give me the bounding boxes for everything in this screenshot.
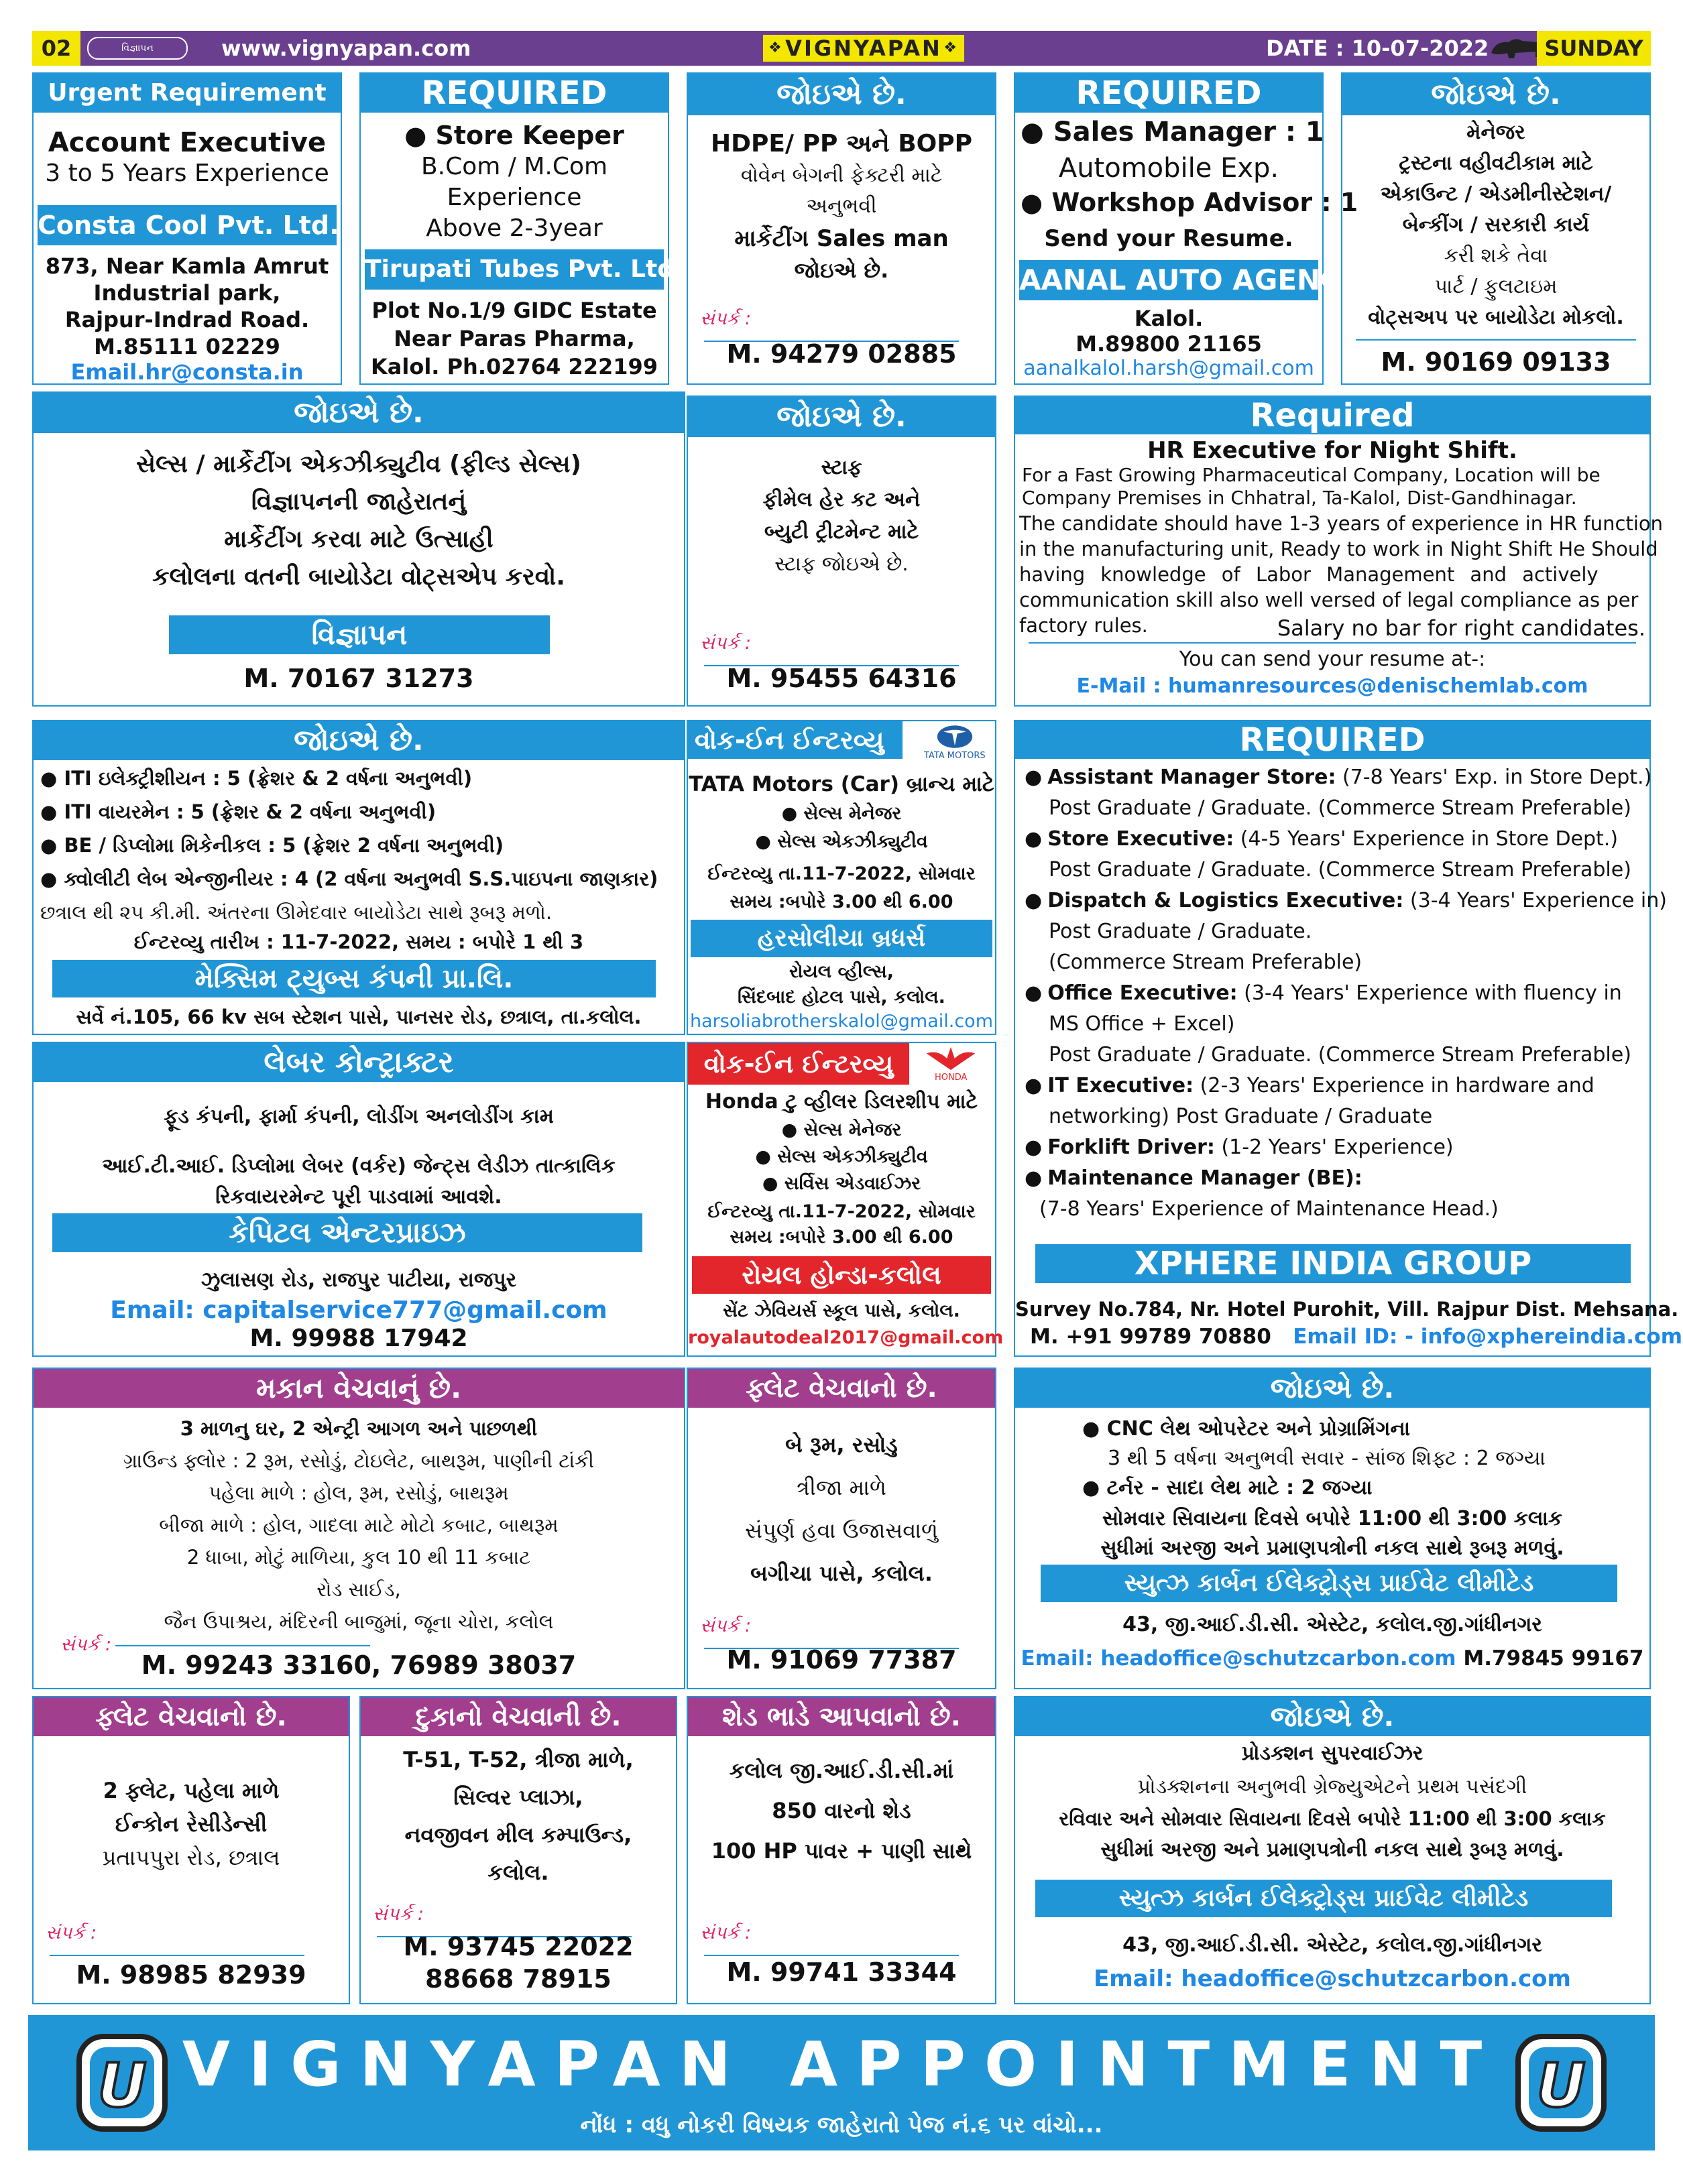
- ad-line: કરી શકે તેવા: [1444, 244, 1548, 267]
- job-detail: Post Graduate / Graduate. (Commerce Stream Preferable): [1049, 796, 1631, 820]
- address-line: Near Paras Pharma,: [394, 326, 635, 351]
- ad-line: સિલ્વર પ્લાઝા,: [453, 1784, 583, 1810]
- email-link[interactable]: royalautodeal2017@gmail.com: [688, 1327, 1004, 1348]
- ad-line: પહેલા માળે : હોલ, રૂમ, રસોડું, બાથરૂમ: [209, 1481, 509, 1504]
- company-name: સ્યુત્ઝ કાર્બન ઈલેક્ટ્રોડ્સ પ્રાઈવેટ લીમીટેડ: [1041, 1565, 1617, 1602]
- contact-label: સંપર્ક :: [700, 1616, 995, 1658]
- page-number: 02: [32, 31, 80, 66]
- ad-line: સોમવાર સિવાયના દિવસે બપોરે 11:00 થી 3:00 કલાક: [1102, 1507, 1563, 1530]
- phone-number: M. 94279 02885: [726, 339, 957, 369]
- ad-aanal-auto: [1014, 72, 1362, 385]
- job-detail: networking) Post Graduate / Graduate: [1049, 1105, 1433, 1128]
- footer-title: VIGNYAPAN APPOINTMENT: [182, 2028, 1501, 2100]
- job-detail: (Commerce Stream Preferable): [1049, 951, 1362, 974]
- ad-heading: વોક-ઈન ઈન્ટરવ્યુ: [688, 1043, 909, 1085]
- ad-heading: ફ્લેટ વેચવાનો છે.: [34, 1697, 349, 1736]
- job-title: ● IT Executive:: [1025, 1074, 1194, 1097]
- job-detail: Post Graduate / Graduate. (Commerce Stream Preferable): [1049, 1043, 1631, 1067]
- company-name: સ્યુત્ઝ કાર્બન ઈલેક્ટ્રોડ્સ પ્રાઈવેટ લીમીટેડ: [1035, 1880, 1612, 1917]
- ad-line: Honda ટુ વ્હીલર ડિલરશીપ માટે: [705, 1090, 978, 1113]
- ad-shed-rent: [687, 1696, 996, 2004]
- ad-heading: જોઇએ છે.: [1015, 1369, 1649, 1408]
- phone-number: M. 99243 33160, 76989 38037: [141, 1650, 577, 1680]
- job-item: ● સેલ્સ મેનેજર: [781, 1119, 902, 1140]
- job-item: ● ટર્નર - સાદા લેથ માટે : 2 જગ્યા: [1082, 1476, 1373, 1500]
- job-detail: (4-5 Years' Experience in Store Dept.): [1234, 827, 1619, 851]
- email-link[interactable]: Email ID: - info@xphereindia.com: [1293, 1325, 1683, 1349]
- ad-line: ટ્રસ્ટના વહીવટીકામ માટે: [1399, 151, 1593, 175]
- ad-line: TATA Motors (Car) બ્રાન્ચ માટે: [689, 772, 994, 796]
- job-item: [1025, 827, 1618, 851]
- ad-line: માર્કેટીંગ કરવા માટે ઉત્સાહી: [224, 526, 494, 553]
- company-name: Tirupati Tubes Pvt. Ltd.: [365, 249, 664, 290]
- ad-hr-executive: [1014, 396, 1664, 707]
- ad-paragraph: The candidate should have 1-3 years of experience in HR function: [1019, 512, 1664, 535]
- ad-line: વોટ્સઅપ પર બાયોડેટા મોકલો.: [1368, 306, 1624, 329]
- ad-heading: મકાન વેચવાનું છે.: [34, 1369, 684, 1408]
- email-label: E-Mail :: [1076, 674, 1161, 698]
- job-detail: Post Graduate / Graduate.: [1049, 920, 1312, 943]
- ad-line: પ્રતાપપુરા રોડ, છત્રાલ: [102, 1845, 280, 1870]
- tata-brand-label: TATA MOTORS: [924, 751, 986, 761]
- job-detail: (7-8 Years' Exp. in Store Dept.): [1336, 766, 1652, 789]
- ad-line: બગીચા પાસે, કલોલ.: [750, 1561, 933, 1586]
- ad-line: બેન્કીંગ / સરકારી કાર્ય: [1402, 213, 1590, 237]
- phone-number: M. 90169 09133: [1381, 347, 1611, 377]
- logo-letter: U: [97, 2051, 147, 2121]
- ad-vignyapan-sales: [32, 391, 685, 707]
- job-detail: (7-8 Years' Experience of Maintenance Head.): [1039, 1197, 1499, 1221]
- ad-line: રવિવાર અને સોમવાર સિવાયના દિવસે બપોરે 11:00 થી 3:00 કલાક: [1059, 1807, 1606, 1830]
- ad-heading: Required: [1015, 397, 1649, 434]
- address-line: સર્વે નં.105, 66 kv સબ સ્ટેશન પાસે, પાનસર રોડ, છત્રાલ, તા.કલોલ.: [76, 1006, 642, 1028]
- job-detail: 3 to 5 Years Experience: [45, 160, 329, 187]
- ad-line: છત્રાલ થી ૨૫ કી.મી. અંતરના ઊમેદવાર બાયોડેટા સાથે રૂબરૂ મળો.: [40, 901, 553, 924]
- ad-line: HDPE/ PP અને BOPP: [710, 130, 973, 158]
- contact-label: સંપર્ક :: [373, 1904, 676, 1946]
- address-line: રોયલ વ્હીલ્સ,: [789, 961, 894, 982]
- ad-heading: જોઇએ છે.: [34, 721, 684, 760]
- site-url[interactable]: www.vignyapan.com: [221, 36, 471, 61]
- ad-paragraph: having knowledge of Labor Management and actively: [1019, 563, 1599, 586]
- ad-heading: દુકાનો વેચવાની છે.: [361, 1697, 676, 1736]
- address-line: Kalol.: [1134, 306, 1204, 331]
- job-item: ● BE / ડિપ્લોમા મિકેનીકલ : 5 (ફ્રેશર 2 વર્ષના અનુભવી): [40, 834, 504, 857]
- job-item: [1025, 889, 1667, 912]
- job-detail: (3-4 Years' Experience in): [1403, 889, 1667, 912]
- address-line: Survey No.784, Nr. Hotel Purohit, Vill. Rajpur Dist. Mehsana.: [1015, 1298, 1679, 1321]
- company-name: AANAL AUTO AGENCY: [1019, 260, 1318, 300]
- ad-honda-walkin: [687, 1042, 1004, 1357]
- ad-line: મેનેજર: [1466, 121, 1525, 144]
- ad-heading: જોઇએ છે.: [34, 393, 684, 433]
- job-title: ● Assistant Manager Store:: [1025, 766, 1336, 789]
- job-detail: B.Com / M.Com: [420, 153, 608, 180]
- address-line: 43, જી.આઈ.ડી.સી. એસ્ટેટ, કલોલ.જી.ગાંધીનગર: [1122, 1613, 1542, 1636]
- ad-line: વોવેન બેગની ફેક્ટરી માટે: [740, 164, 943, 187]
- contact-line: [1030, 1325, 1682, 1349]
- ad-flat-sale-kalol: [687, 1368, 996, 1689]
- address-line: ઝુલાસણ રોડ, રાજપુર પાટીયા, રાજપુર: [200, 1268, 517, 1292]
- ad-line: ત્રીજા માળે: [797, 1475, 886, 1500]
- job-detail: MS Office + Excel): [1049, 1012, 1235, 1036]
- job-title: ● Maintenance Manager (BE):: [1025, 1166, 1362, 1190]
- ad-paragraph: factory rules.: [1019, 614, 1148, 637]
- ad-line: સંપુર્ણ હવા ઉજાસવાળું: [745, 1518, 938, 1543]
- ad-heading: REQUIRED: [1015, 721, 1649, 759]
- email-link[interactable]: aanalkalol.harsh@gmail.com: [1023, 357, 1314, 380]
- ad-paragraph: For a Fast Growing Pharmaceutical Company, Location will be: [1022, 464, 1601, 486]
- ad-house-sale: [32, 1368, 685, 1689]
- email-link[interactable]: harsoliabrotherskalol@gmail.com: [690, 1011, 993, 1032]
- ad-line: 100 HP પાવર + પાણી સાથે: [711, 1838, 972, 1864]
- ad-heading: REQUIRED: [361, 74, 668, 113]
- interview-time: સમય :બપોરે 3.00 થી 6.00: [730, 1227, 953, 1248]
- job-item: ● સર્વિસ એડવાઈઝર: [762, 1173, 921, 1194]
- ad-flat-sale-chhatral: [32, 1696, 350, 2004]
- ad-heading: જોઇએ છે.: [1015, 1697, 1649, 1736]
- ad-heading: Urgent Requirement: [34, 74, 341, 113]
- phone-number: M. 99741 33344: [726, 1957, 957, 1987]
- contact-label: સંપર્ક :: [700, 633, 995, 675]
- ad-heading: જોઇએ છે.: [688, 74, 995, 115]
- address-line: સેંટ ઝેવિયર્સ સ્કૂલ પાસે, કલોલ.: [723, 1300, 960, 1321]
- ad-line: માર્કેટીંગ Sales man: [734, 225, 949, 252]
- ad-line: કલોલના વતની બાયોડેટા વોટ્સએપ કરવો.: [152, 563, 565, 591]
- job-title: ● Forklift Driver:: [1025, 1136, 1215, 1159]
- ad-line: સ્ટાફ: [821, 456, 862, 479]
- ad-line: આઈ.ટી.આઈ. ડિપ્લોમા લેબર (વર્કર) જેન્ટ્સ લેડીઝ તાત્કાલિક: [102, 1154, 616, 1178]
- job-item: ● ITI ઇલેક્ટ્રીશીયન : 5 (ફ્રેશર & 2 વર્ષના અનુભવી): [40, 767, 473, 790]
- job-item: ● સેલ્સ એકઝીક્યુટીવ: [755, 831, 928, 852]
- job-item: [1025, 981, 1622, 1005]
- ad-line: 850 વારનો શેડ: [772, 1798, 911, 1823]
- ad-line: સુધીમાં અરજી અને પ્રમાણપત્રોની નકલ સાથે રૂબરૂ મળવું.: [1100, 1838, 1564, 1862]
- address-line: Plot No.1/9 GIDC Estate: [371, 298, 657, 323]
- job-title: ● Workshop Advisor : 1: [1021, 188, 1358, 217]
- phone-number: 88668 78915: [425, 1964, 612, 1994]
- job-item: ● CNC લેથ ઓપરેટર અને પ્રોગ્રામિંગના: [1082, 1417, 1411, 1441]
- logo-letter: U: [1536, 2051, 1586, 2121]
- email-link[interactable]: Email.hr@consta.in: [70, 359, 304, 385]
- address-line: Rajpur-Indrad Road.: [64, 307, 310, 332]
- job-title: પ્રોડક્શન સુપરવાઈઝર: [1241, 1742, 1424, 1765]
- ad-line: બીજા માળે : હોલ, ગાદલા માટે મોટો કબાટ, બાથરૂમ: [159, 1514, 559, 1536]
- job-detail: (2-3 Years' Experience in hardware and: [1194, 1074, 1594, 1097]
- ad-consta-cool: [32, 72, 342, 385]
- ad-line: ગ્રાઉન્ડ ફ્લોર : 2 રૂમ, રસોડું, ટોઇલેટ, બાથરૂમ, પાણીની ટાંકી: [123, 1449, 594, 1472]
- ad-heading: ફ્લેટ વેચવાનો છે.: [688, 1369, 995, 1408]
- ad-hdpe-salesman: [687, 72, 996, 385]
- contact-label: સંપર્ક :: [700, 308, 995, 351]
- address-line: 873, Near Kamla Amrut: [45, 253, 329, 279]
- ad-line: You can send your resume at-:: [1179, 648, 1486, 671]
- ad-line: નવજીવન મીલ કમ્પાઉન્ડ,: [404, 1822, 632, 1847]
- job-item: [1025, 766, 1651, 789]
- job-title: Account Executive: [48, 127, 327, 158]
- ad-line: અનુભવી: [806, 194, 877, 218]
- job-item: [1025, 1136, 1454, 1159]
- ad-line: સ્ટાફ જોઇએ છે.: [774, 552, 909, 576]
- ad-heading: જોઇએ છે.: [1342, 74, 1649, 115]
- company-name: કેપિટલ એન્ટરપ્રાઇઝ: [52, 1213, 642, 1252]
- ad-line: 2 ધાબા, મોટું માળિયા, કુલ 10 થી 11 કબાટ: [186, 1546, 531, 1569]
- job-detail: Automobile Exp.: [1058, 153, 1279, 184]
- job-title: HR Executive for Night Shift.: [1147, 437, 1517, 464]
- ad-line: T-51, T-52, ત્રીજા માળે,: [403, 1747, 634, 1772]
- ad-shops-sale: [359, 1696, 677, 2004]
- footer-banner: [28, 2015, 1655, 2150]
- job-title: ● Office Executive:: [1025, 981, 1238, 1005]
- ad-beauty-staff: [687, 396, 996, 707]
- issue-day: SUNDAY: [1537, 31, 1651, 66]
- ad-line: બે રૂમ, રસોડુ: [785, 1432, 898, 1457]
- ad-line: Send your Resume.: [1044, 225, 1293, 252]
- job-item: ● સેલ્સ એકઝીક્યુટીવ: [755, 1146, 928, 1167]
- honda-logo-icon: [924, 1044, 978, 1073]
- interview-date: ઈન્ટરવ્યુ તા.11-7-2022, સોમવાર: [707, 863, 976, 884]
- phone-number: M. +91 99789 70880: [1030, 1325, 1271, 1349]
- ad-tirupati-tubes: [359, 72, 684, 385]
- contact-label: સંપર્ક :: [60, 1634, 370, 1656]
- job-item: ● ITI વાયરમેન : 5 (ફ્રેશર & 2 વર્ષના અનુભવી): [40, 800, 437, 823]
- contact-line: [1015, 1646, 1649, 1671]
- email-link[interactable]: Email: headoffice@schutzcarbon.com: [1021, 1646, 1456, 1671]
- ad-line: ફૂડ કંપની, ફાર્મા કંપની, લોડીંગ અનલોડીંગ કામ: [164, 1105, 554, 1128]
- issue-date: DATE : 10-07-2022: [1266, 36, 1489, 61]
- page-header: [32, 31, 1651, 66]
- job-item: ● ક્વોલીટી લેબ એન્જીનીયર : 4 (2 વર્ષના અનુભવી S.S.પાઇપના જાણકાર): [40, 867, 658, 890]
- contact-label: સંપર્ક :: [700, 1923, 995, 1965]
- ad-line: સુધીમાં અરજી અને પ્રમાણપત્રોની નકલ સાથે રૂબરૂ મળવું.: [1100, 1536, 1564, 1560]
- job-title: ● Dispatch & Logistics Executive:: [1025, 889, 1403, 912]
- address-line: Kalol. Ph.02764 222199: [370, 354, 658, 379]
- ad-heading: લેબર કોન્ટ્રાક્ટર: [34, 1043, 684, 1082]
- ad-tata-walkin: [687, 720, 996, 1035]
- company-name: હરસોલીયા બ્રધર્સ: [691, 920, 992, 957]
- job-detail: Experience: [447, 184, 582, 211]
- job-detail: Above 2-3year: [426, 215, 603, 242]
- company-name: મેક્સિમ ટ્યુબ્સ કંપની પ્રા.લિ.: [52, 960, 656, 997]
- job-item: ● સેલ્સ મેનેજર: [781, 803, 902, 824]
- ad-line: એકાઉન્ટ / એડમીનીસ્ટેશન/: [1380, 182, 1612, 206]
- vignyapan-logo-right-icon: [1514, 2033, 1608, 2133]
- phone-number: M. 98985 82939: [76, 1960, 306, 1990]
- header-logo: વિજ્ઞાપન: [87, 37, 188, 60]
- ad-maxim-tubes: [32, 720, 685, 1035]
- ad-line: કલોલ જી.આઈ.ડી.સી.માં: [729, 1758, 954, 1783]
- phone-number: M. 70167 31273: [243, 664, 474, 693]
- ad-line: ફીમેલ હેર કટ અને: [762, 488, 921, 511]
- ad-line: કલોલ.: [487, 1860, 549, 1885]
- job-detail: Post Graduate / Graduate. (Commerce Stream Preferable): [1049, 858, 1631, 882]
- ad-line: પાર્ટ / ફુલટાઇમ: [1434, 275, 1558, 298]
- address-line: 43, જી.આઈ.ડી.સી. એસ્ટેટ, કલોલ.જી.ગાંધીનગર: [1122, 1933, 1542, 1957]
- ad-schutz-cnc: [1014, 1368, 1651, 1689]
- ad-capital-enterprise: [32, 1042, 685, 1357]
- ad-line: રિકવાયરમેન્ટ પૂરી પાડવામાં આવશે.: [215, 1185, 502, 1209]
- job-title: ● Sales Manager : 1: [1021, 117, 1324, 147]
- ad-line: 3 માળનુ ઘર, 2 એન્ટ્રી આગળ અને પાછળથી: [180, 1417, 538, 1440]
- interview-date: ઈન્ટરવ્યુ તા.11-7-2022, સોમવાર: [707, 1201, 976, 1222]
- ad-line: પ્રોડક્શનના અનુભવી ગ્રેજ્યુએટને પ્રથમ પસંદગી: [1137, 1775, 1527, 1799]
- address-line: સિંદબાદ હોટલ પાસે, કલોલ.: [738, 987, 945, 1008]
- phone-number: M. 99988 17942: [249, 1325, 468, 1352]
- ad-xphere-india: [1014, 720, 1683, 1357]
- phone-number: M. 95455 64316: [726, 664, 957, 693]
- job-detail: 3 થી 5 વર્ષના અનુભવી સવાર - સાંજ શિફ્ટ : 2 જગ્યા: [1108, 1447, 1546, 1470]
- email-link[interactable]: humanresources@denischemlab.com: [1168, 674, 1588, 698]
- ad-line: વિજ્ઞાપનની જાહેરાતનું: [251, 488, 467, 515]
- ad-heading: REQUIRED: [1015, 74, 1322, 113]
- ad-line: બ્યુટી ટ્રીટમેન્ટ માટે: [764, 520, 919, 544]
- email-line: [1015, 674, 1649, 698]
- ad-line: રોડ સાઈડ,: [316, 1578, 401, 1601]
- ad-heading: વોક-ઈન ઈન્ટરવ્યુ: [688, 721, 903, 759]
- phone-number: M.85111 02229: [94, 334, 280, 359]
- company-name: રોયલ હોન્ડા-કલોલ: [692, 1256, 991, 1294]
- ad-paragraph: Company Premises in Chhatral, Ta-Kalol, Dist-Gandhinagar.: [1022, 487, 1577, 509]
- newspaper-name: ❖ VIGNYAPAN ❖: [763, 35, 964, 62]
- interview-date: ઈન્ટરવ્યુ તારીખ : 11-7-2022, સમય : બપોરે 1 થી 3: [133, 930, 584, 953]
- ad-line: સેલ્સ / માર્કેટીંગ એકઝીક્યુટીવ (ફીલ્ડ સેલ્સ): [135, 450, 582, 478]
- job-item: [1025, 1074, 1594, 1097]
- ad-paragraph: in the manufacturing unit, Ready to work in Night Shift He Should: [1019, 538, 1658, 560]
- tata-logo-icon: [936, 724, 974, 749]
- job-item: [1025, 1166, 1362, 1190]
- ad-heading: જોઇએ છે.: [688, 397, 995, 437]
- job-detail: (3-4 Years' Experience with fluency in: [1237, 981, 1622, 1005]
- ad-line: જોઇએ છે.: [794, 257, 889, 283]
- address-line: Industrial park,: [93, 280, 281, 306]
- ad-line: ઈન્કોન રેસીડેન્સી: [115, 1811, 268, 1837]
- ad-paragraph: communication skill also well versed of legal compliance as per: [1019, 589, 1639, 611]
- company-name: XPHERE INDIA GROUP: [1035, 1244, 1631, 1283]
- contact-label: સંપર્ક :: [46, 1923, 349, 1965]
- job-title: ● Store Executive:: [1025, 827, 1234, 851]
- phone-number: M.89800 21165: [1076, 331, 1262, 357]
- honda-brand-label: HONDA: [935, 1073, 968, 1083]
- interview-time: સમય :બપોરે 3.00 થી 6.00: [730, 892, 953, 912]
- ad-line: 2 ફ્લેટ, પહેલા માળે: [103, 1778, 280, 1803]
- email-link[interactable]: Email: capitalservice777@gmail.com: [110, 1296, 607, 1324]
- company-name: Consta Cool Pvt. Ltd.: [38, 205, 337, 245]
- phone-number: M. 91069 77387: [726, 1645, 957, 1675]
- ad-paragraph: Salary no bar for right candidates.: [1277, 615, 1645, 641]
- phone-number: M.79845 99167: [1463, 1646, 1644, 1671]
- email-link[interactable]: Email: headoffice@schutzcarbon.com: [1094, 1965, 1571, 1992]
- ad-trust-manager: [1341, 72, 1651, 385]
- ad-schutz-supervisor: [1014, 1696, 1651, 2004]
- job-detail: (1-2 Years' Experience): [1214, 1136, 1454, 1159]
- footer-note: નોંધ : વધુ નોકરી વિષયક જાહેરાતો પેજ નં.૬ પર વાંચો...: [580, 2112, 1103, 2138]
- phone-number: M. 93745 22022: [403, 1932, 634, 1961]
- company-name: વિજ્ઞાપન: [169, 615, 550, 654]
- ad-line: જૈન ઉપાશ્રય, મંદિરની બાજુમાં, જૂના ચોરા, કલોલ: [164, 1610, 554, 1633]
- ad-heading: શેડ ભાડે આપવાનો છે.: [688, 1697, 995, 1736]
- job-title: ● Store Keeper: [404, 121, 624, 150]
